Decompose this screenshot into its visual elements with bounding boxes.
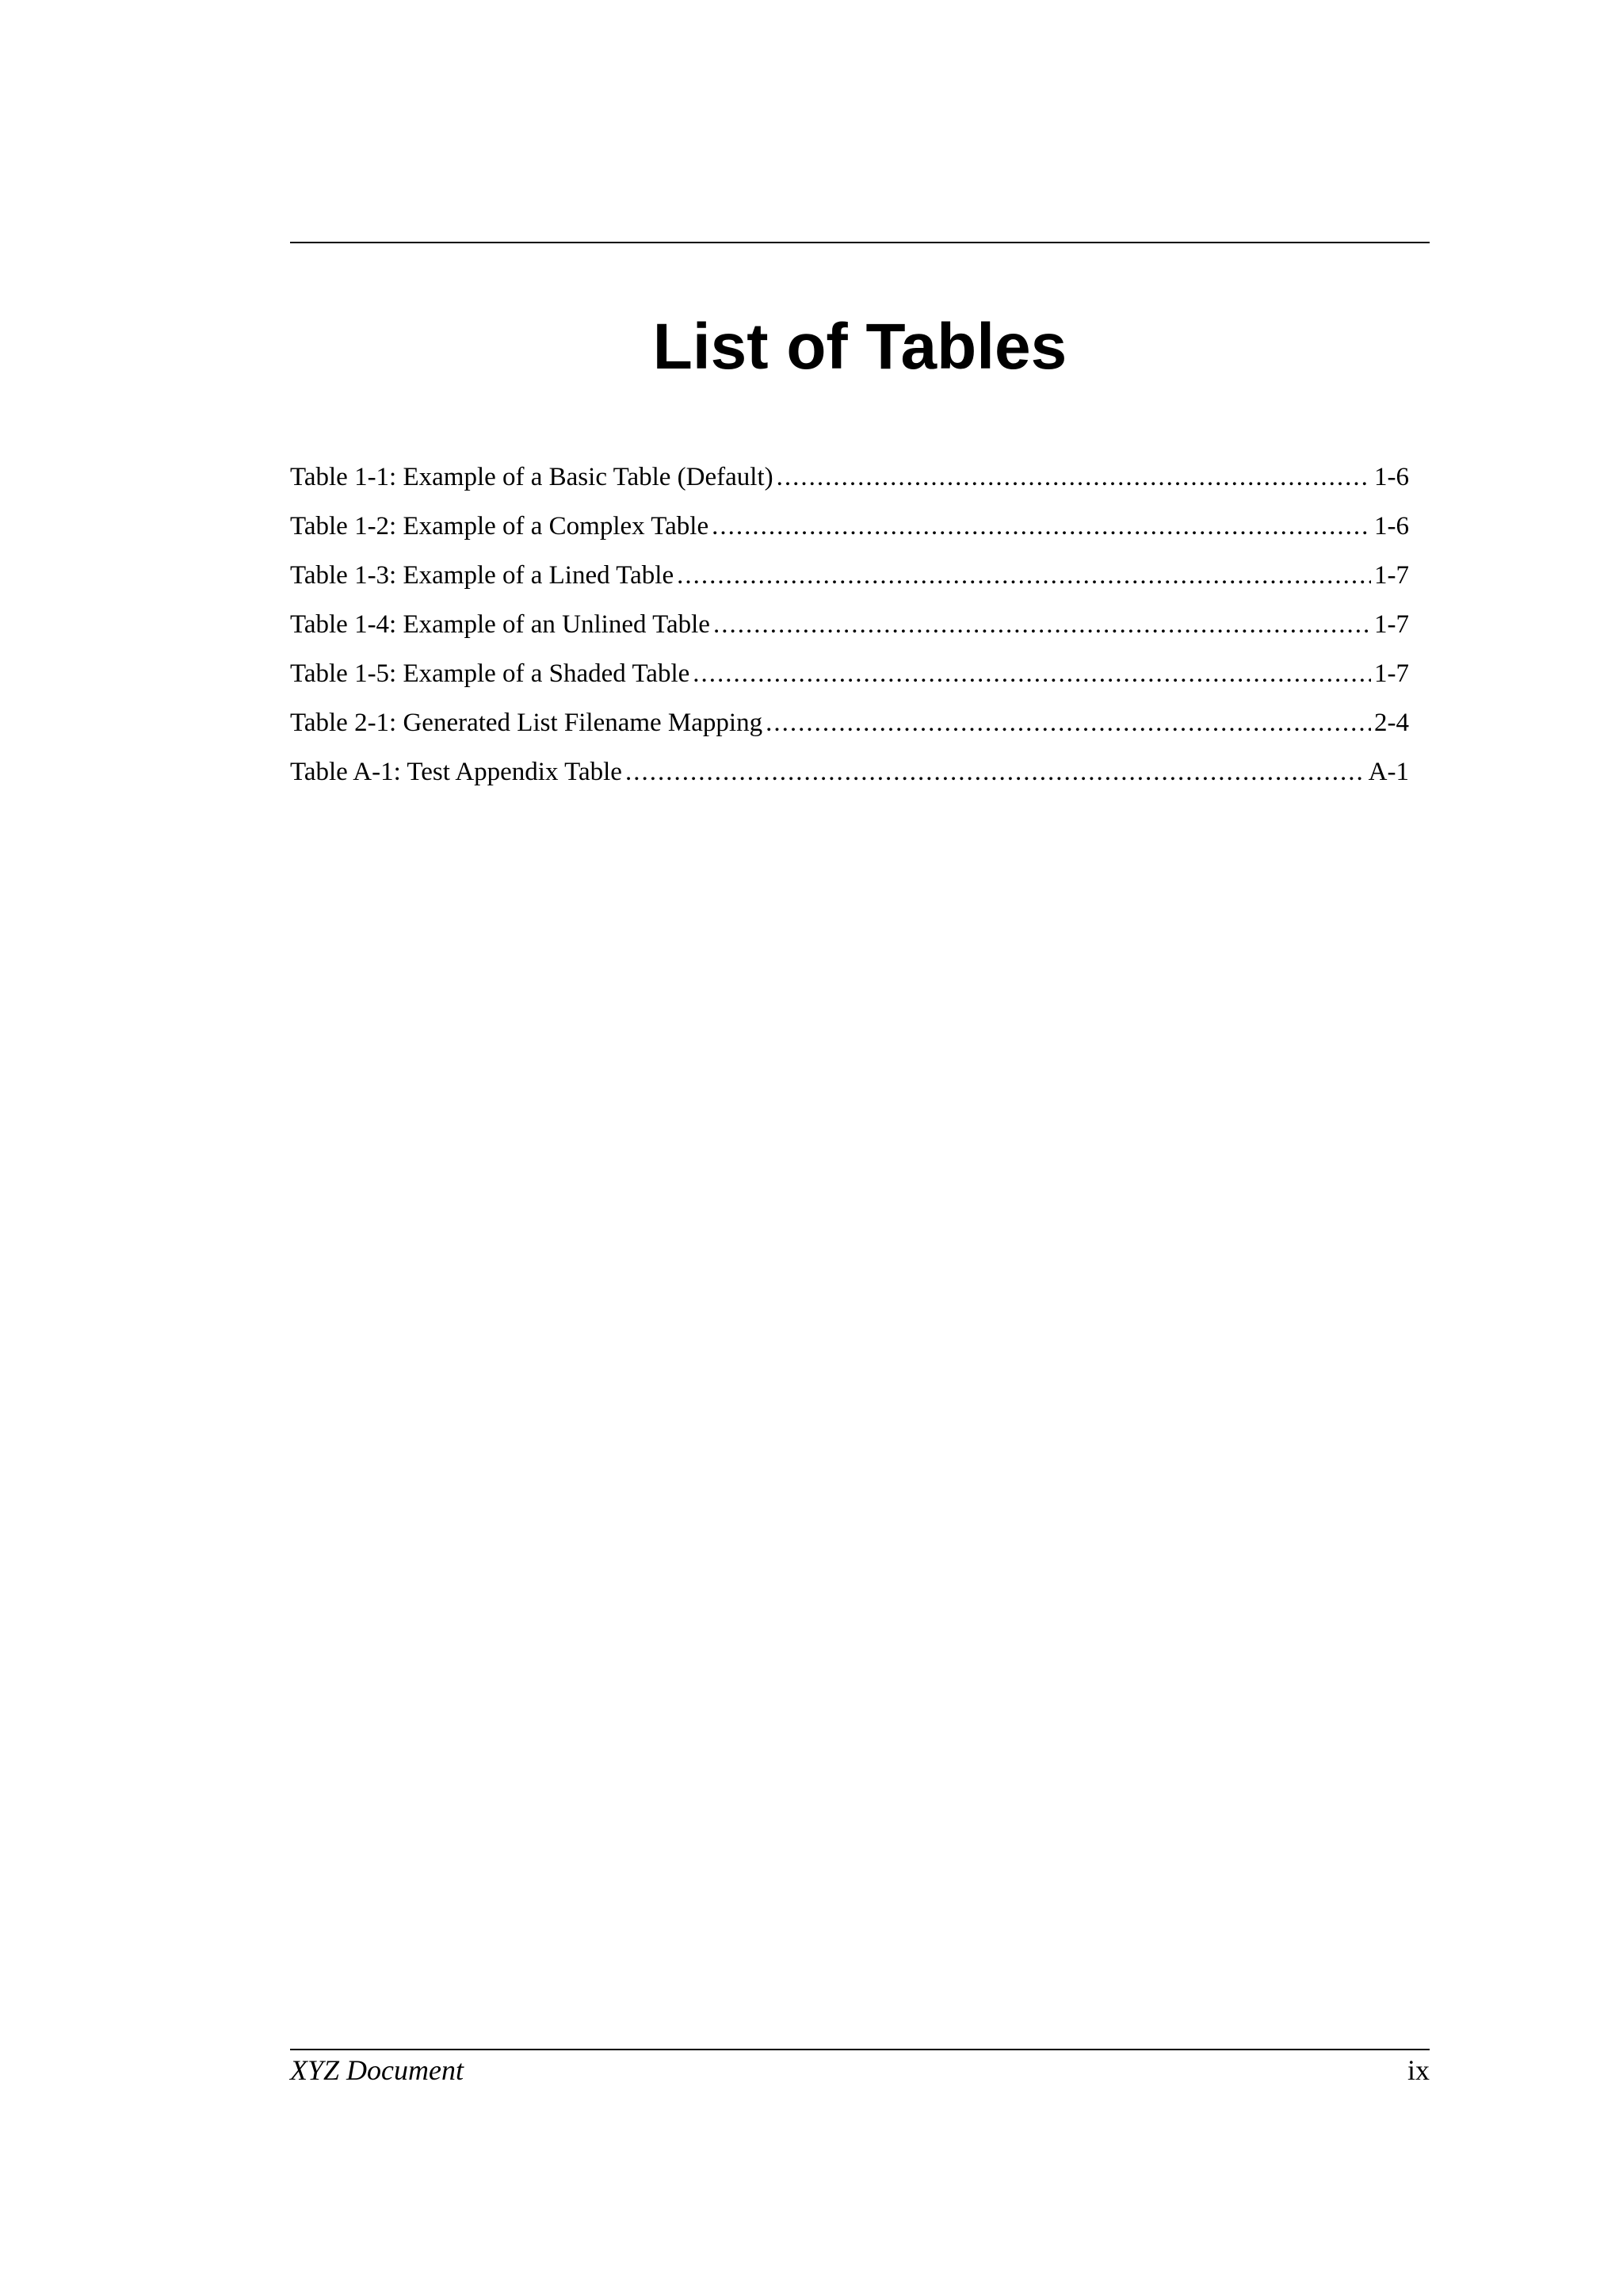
toc-entry-page: 1-7	[1374, 561, 1409, 590]
toc-entry-label: Table 1-1: Example of a Basic Table (Default)	[290, 463, 773, 491]
toc-entry[interactable]	[290, 606, 1409, 655]
toc-entry[interactable]	[290, 507, 1409, 556]
dot-leader	[713, 606, 1371, 644]
footer-rule	[290, 2049, 1430, 2050]
toc-entry-page: 1-6	[1374, 463, 1409, 491]
toc-entry-label: Table 1-4: Example of an Unlined Table	[290, 610, 710, 639]
dot-leader	[712, 507, 1371, 545]
toc-entry-label: Table A-1: Test Appendix Table	[290, 758, 622, 786]
footer-document-name: XYZ Document	[290, 2054, 464, 2086]
toc-entry-page: 1-6	[1374, 512, 1409, 541]
toc-entry-page: A-1	[1368, 758, 1409, 786]
toc-entry[interactable]	[290, 556, 1409, 606]
toc-entry-label: Table 1-5: Example of a Shaded Table	[290, 659, 690, 688]
toc-entry-label: Table 1-3: Example of a Lined Table	[290, 561, 674, 590]
dot-leader	[777, 458, 1371, 496]
footer-page-number: ix	[1407, 2054, 1430, 2086]
toc-entry[interactable]	[290, 655, 1409, 704]
dot-leader	[766, 704, 1371, 742]
toc-entry[interactable]	[290, 704, 1409, 753]
toc-entry-label: Table 1-2: Example of a Complex Table	[290, 512, 709, 541]
toc-entry-label: Table 2-1: Generated List Filename Mapping	[290, 709, 763, 737]
header-rule	[290, 242, 1430, 243]
toc-entry-page: 1-7	[1374, 659, 1409, 688]
list-of-tables	[290, 458, 1409, 802]
dot-leader	[625, 753, 1365, 791]
toc-entry-page: 1-7	[1374, 610, 1409, 639]
toc-entry-page: 2-4	[1374, 709, 1409, 737]
dot-leader	[677, 556, 1371, 594]
dot-leader	[693, 655, 1371, 693]
toc-entry[interactable]	[290, 458, 1409, 507]
toc-entry[interactable]	[290, 753, 1409, 802]
page-title: List of Tables	[652, 311, 1067, 383]
